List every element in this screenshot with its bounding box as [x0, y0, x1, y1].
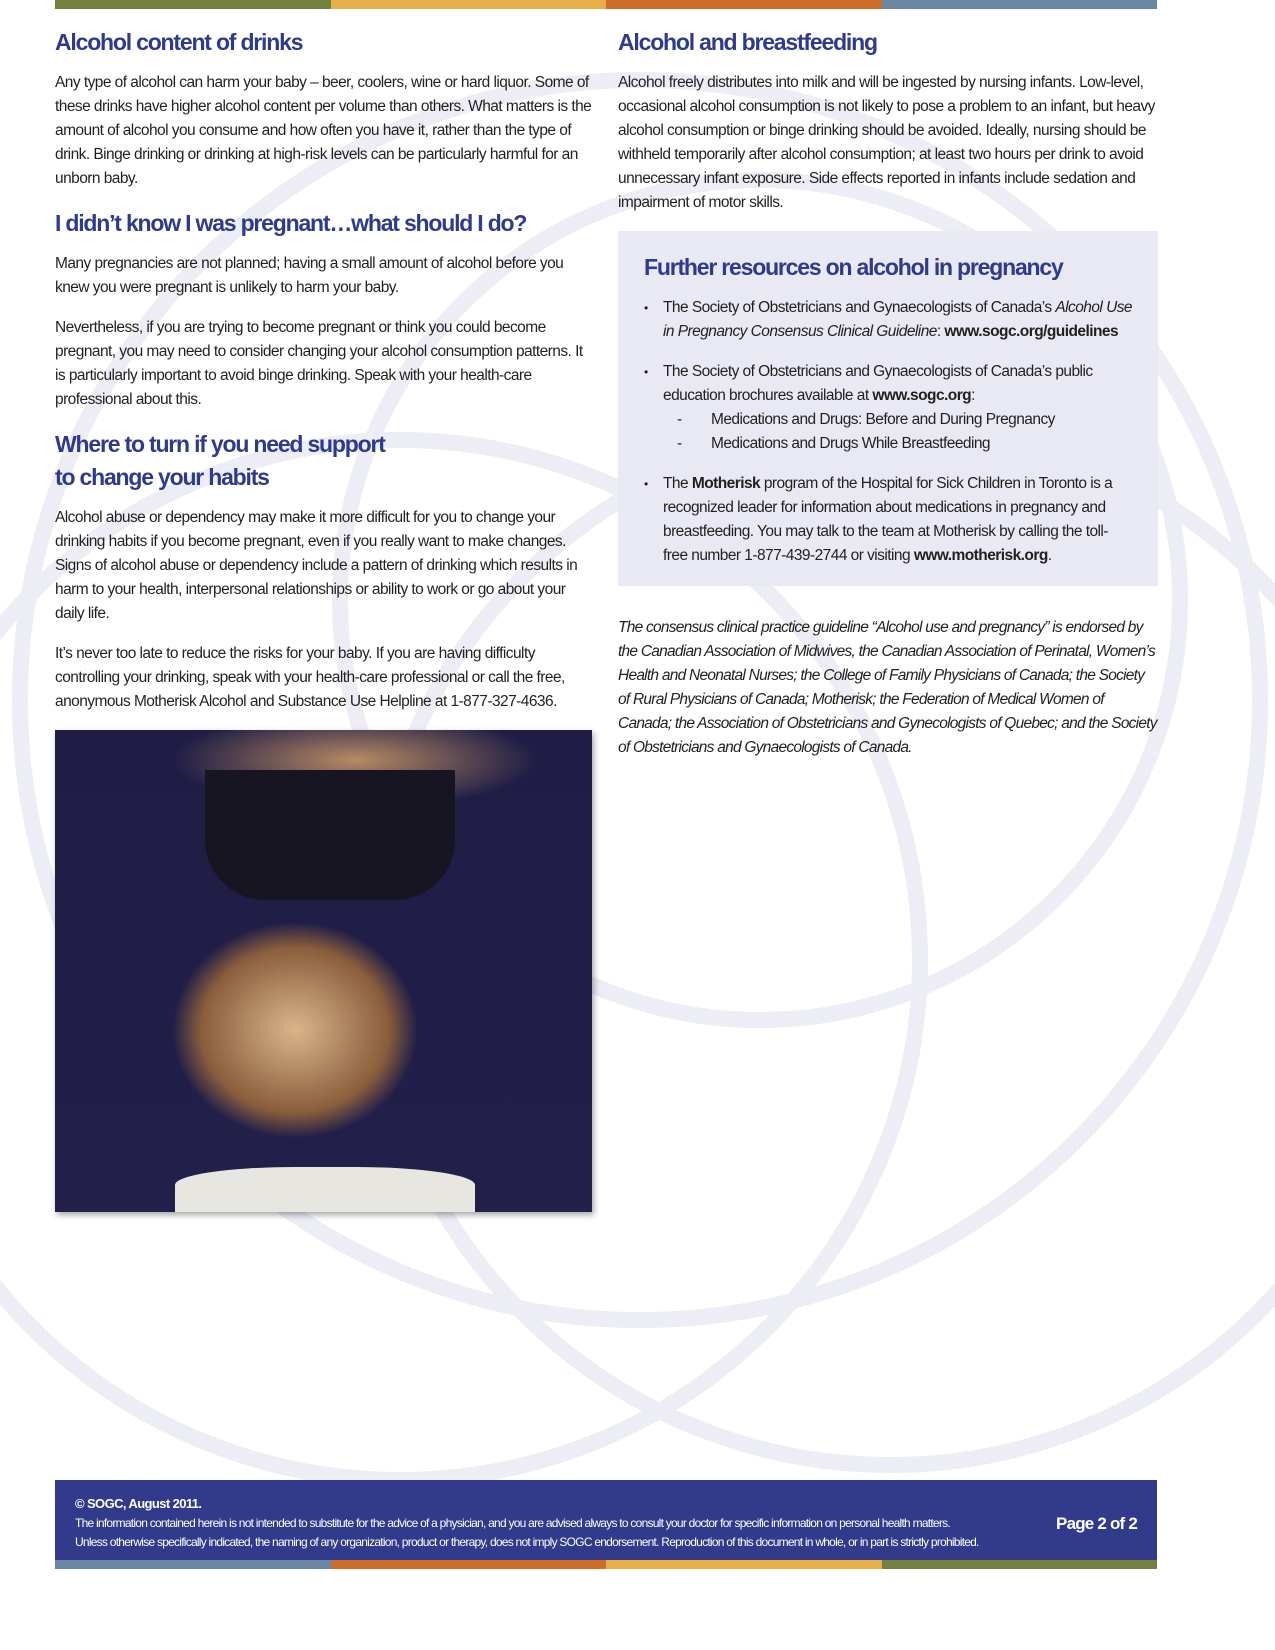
heading-didnt-know: I didn’t know I was pregnant…what should I do?	[55, 210, 527, 236]
disclaimer-line: Unless otherwise specifically indicated, the naming of any organization, product or therapy, does not imply SOGC endorsement. Reproduction of this document in whole, or in part is strictly prohibited.	[75, 1535, 979, 1549]
heading-line: Where to turn if you need support	[55, 431, 385, 457]
disclaimer-line: The information contained herein is not intended to substitute for the advice of a physician, and you are advised always to consult your doctor for specific information on personal health matters.	[75, 1516, 950, 1530]
paragraph: Alcohol abuse or dependency may make it more difficult for you to change your drinking habits if you become pregnant, even if you really want to make changes. Signs of alcohol abuse or dependency include a pattern of drinking which results in harm to your health, interpersonal relationships or ability to work or go about your daily life.	[55, 509, 578, 622]
pregnant-belly-photo	[55, 730, 592, 1212]
heading-line: to change your habits	[55, 464, 269, 490]
sogc-link[interactable]: www.sogc.org	[872, 387, 972, 404]
list-item	[644, 472, 1132, 568]
sub-item: - Medications and Drugs While Breastfeeding	[677, 432, 1132, 456]
text: program of the Hospital for Sick Children in Toronto is a recognized leader for information about medications in pregnancy and breastfeeding. You may talk to the team at Motherisk by calling the toll-free number 1-877-439-2744 or visiting	[663, 475, 1113, 564]
footer	[55, 1480, 1157, 1560]
heading-breastfeeding: Alcohol and breastfeeding	[618, 29, 877, 55]
text: The Society of Obstetricians and Gynaecologists of Canada’s	[663, 299, 1056, 316]
heading-alcohol-content: Alcohol content of drinks	[55, 29, 303, 55]
heading-resources: Further resources on alcohol in pregnancy	[644, 254, 1063, 280]
bottom-color-bar	[55, 1560, 1157, 1569]
endorsement-note: The consensus clinical practice guideline “Alcohol use and pregnancy” is endorsed by the Canadian Association of Midwives, the Canadian Association of Perinatal, Women’s Health and Neonatal Nurses; the College of Family Physicians of Canada; the Society of Rural Physicians of Canada; Motherisk; the Federation of Medical Women of Canada; the Association of Obstetricians and Gynecologists of Quebec; and the Society of Obstetricians and Gynaecologists of Canada.	[618, 619, 1157, 756]
page-number: Page 2 of 2	[1056, 1514, 1137, 1533]
guideline-title: Alcohol Use in Pregnancy Consensus Clinical Guideline	[663, 299, 1133, 340]
paragraph: It’s never too late to reduce the risks for your baby. If you are having difficulty controlling your drinking, speak with your health-care professional or call the free, anonymous Motherisk Alcohol and Substance Use Helpline at 1-877-327-4636.	[55, 645, 565, 710]
motherisk-link[interactable]: www.motherisk.org	[913, 547, 1048, 564]
paragraph: Alcohol freely distributes into milk and will be ingested by nursing infants. Low-level, occasional alcohol consumption is not likely to pose a problem to an infant, but heavy alcohol consumption or binge drinking should be avoided. Ideally, nursing should be withheld temporarily after alcohol consumption; at least two hours per drink to avoid unnecessary infant exposure. Side effects reported in infants include sedation and impairment of motor skills.	[618, 74, 1155, 211]
text: The Society of Obstetricians and Gynaecologists of Canada’s public education brochures available at	[663, 363, 1093, 404]
left-column	[55, 26, 595, 1212]
resources-box	[618, 231, 1158, 586]
text: .	[1047, 547, 1052, 564]
sogc-guidelines-link[interactable]: www.sogc.org/guidelines	[944, 323, 1119, 340]
list-item	[644, 360, 1132, 456]
right-column	[618, 26, 1158, 776]
sub-item: - Medications and Drugs: Before and During Pregnancy	[677, 408, 1132, 432]
paragraph: Nevertheless, if you are trying to become pregnant or think you could become pregnant, you may need to consider changing your alcohol consumption patterns. It is particularly important to avoid binge drinking. Speak with your health-care professional about this.	[55, 319, 583, 408]
heading-where-to-turn	[55, 428, 595, 494]
paragraph: Many pregnancies are not planned; having a small amount of alcohol before you knew you were pregnant is unlikely to harm your baby.	[55, 255, 564, 296]
motherisk-name: Motherisk	[691, 475, 761, 492]
copyright: © SOGC, August 2011.	[75, 1496, 202, 1511]
text: :	[971, 387, 975, 404]
text: The	[663, 475, 692, 492]
text: :	[936, 323, 945, 340]
list-item	[644, 296, 1132, 344]
paragraph: Any type of alcohol can harm your baby – beer, coolers, wine or hard liquor. Some of these drinks have higher alcohol content per volume than others. What matters is the amount of alcohol you consume and how often you have it, rather than the type of drink. Binge drinking or drinking at high-risk levels can be particularly harmful for an unborn baby.	[55, 74, 592, 187]
